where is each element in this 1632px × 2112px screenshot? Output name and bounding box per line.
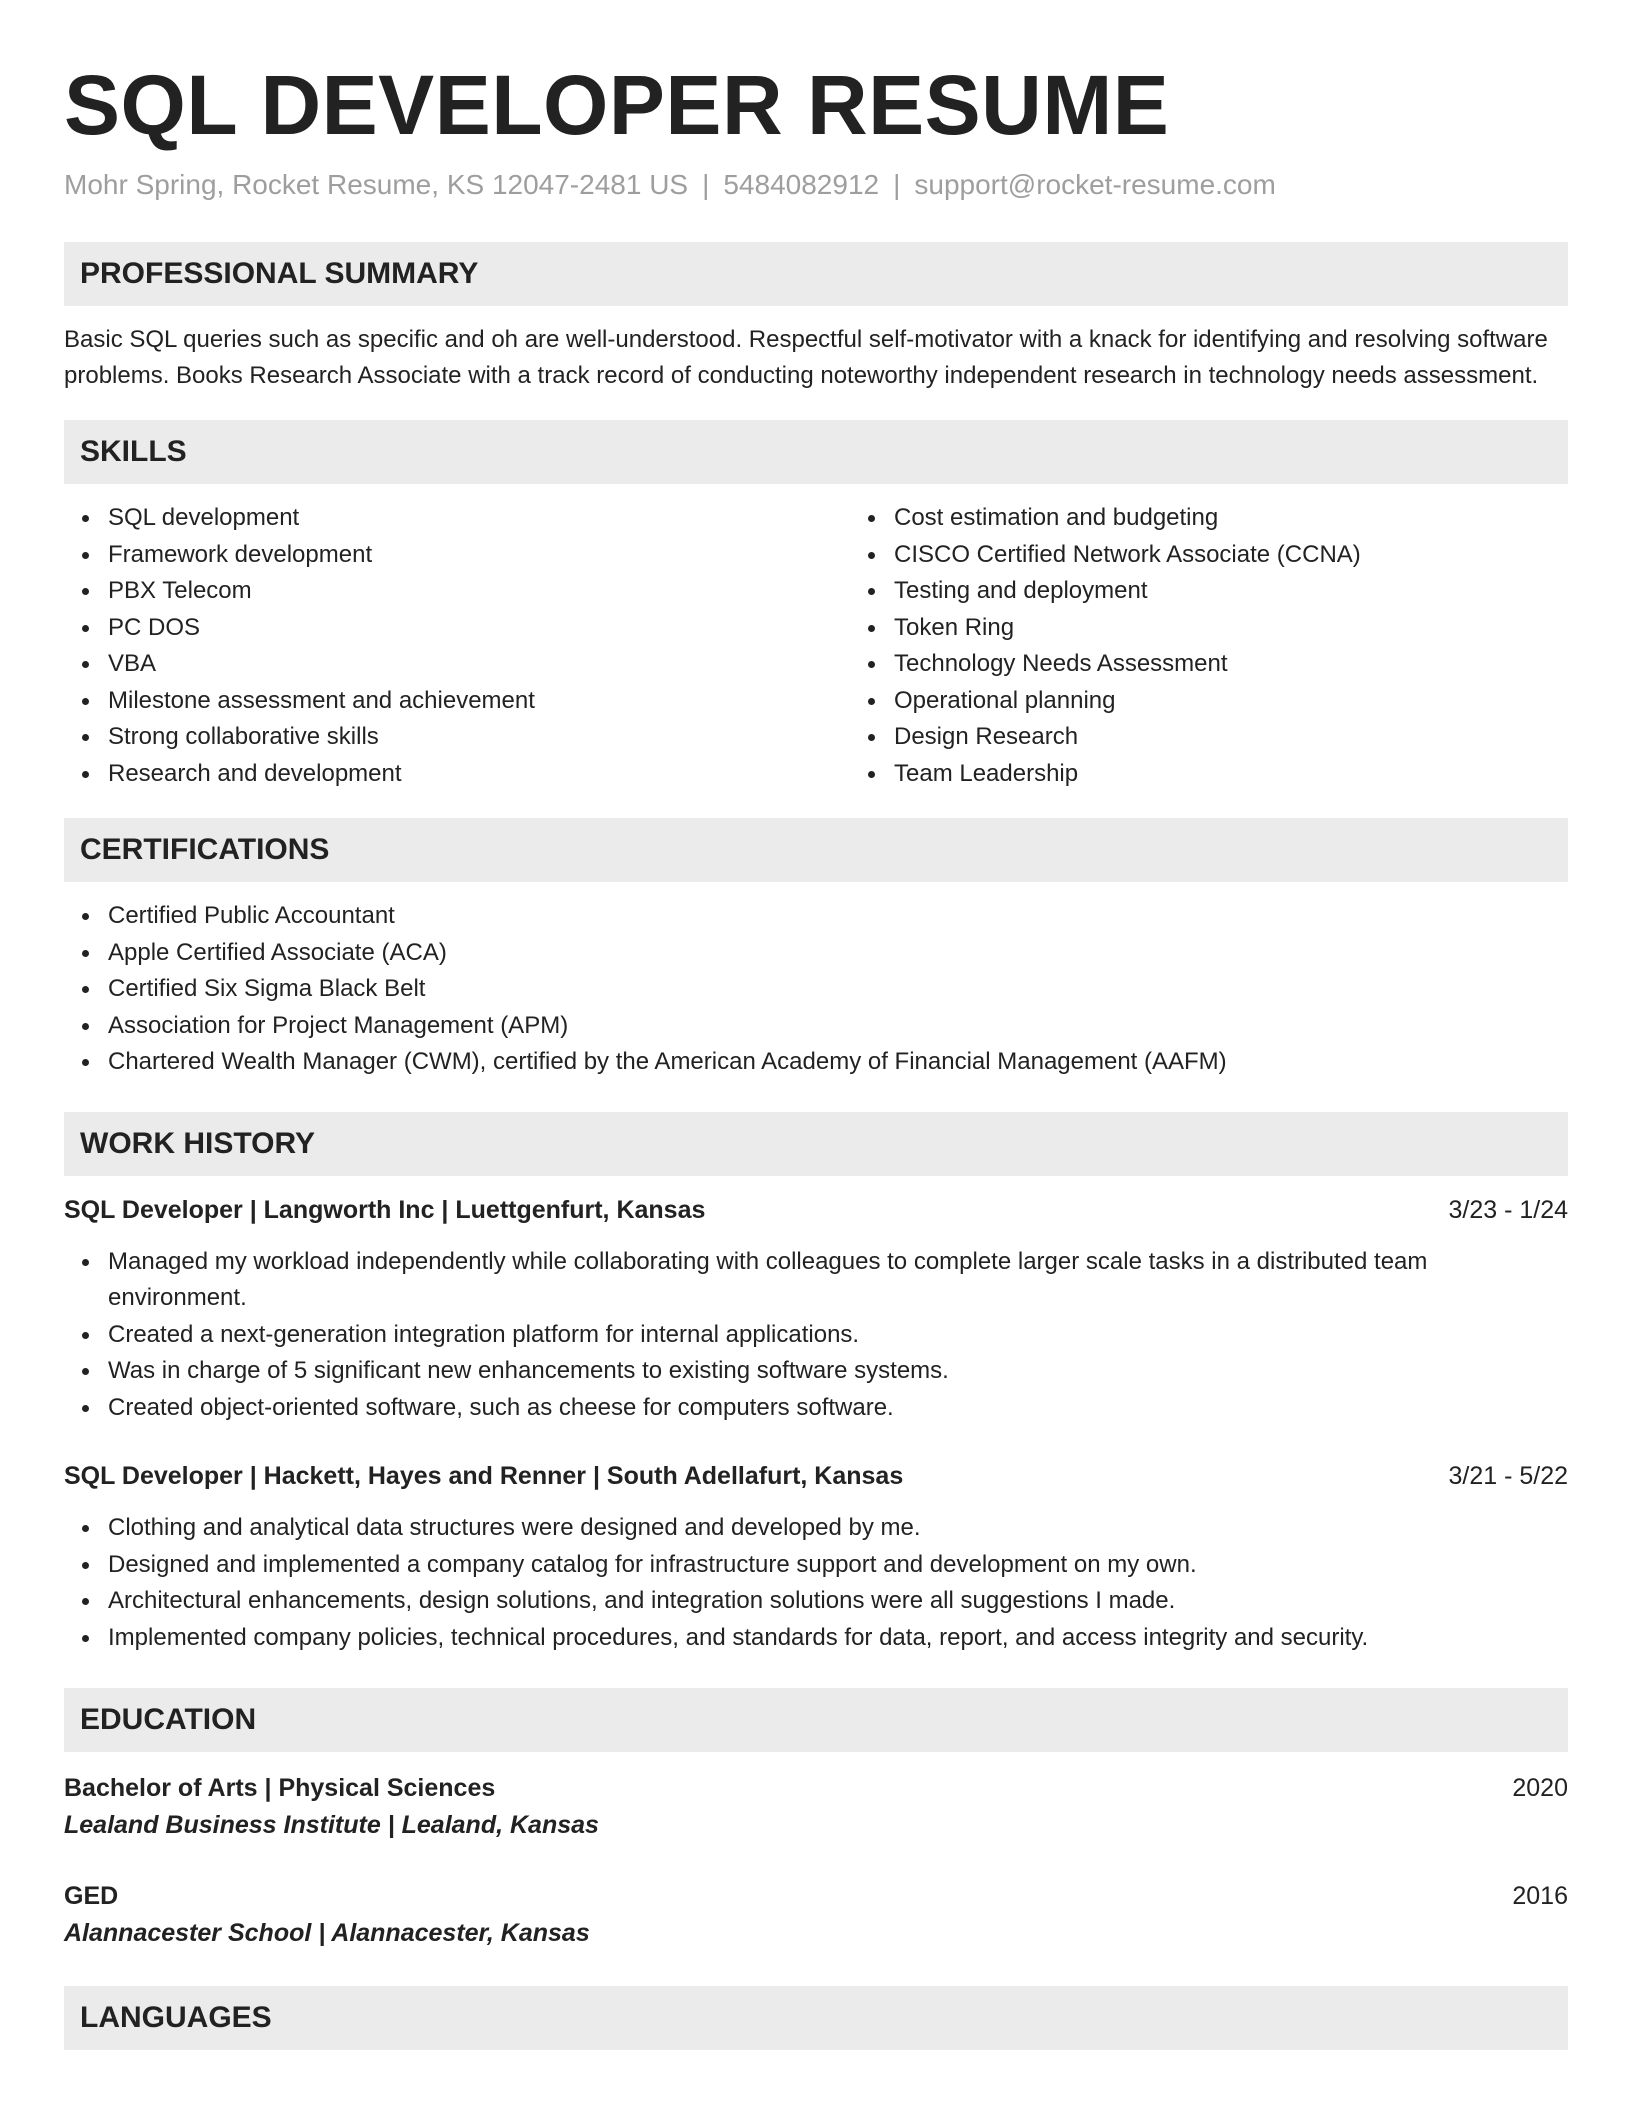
education-school: Lealand Business Institute | Lealand, Kansas	[64, 1811, 599, 1839]
skill-item: Team Leadership	[894, 756, 1568, 793]
contact-separator: |	[893, 169, 901, 200]
job-bullet: Created object-oriented software, such as cheese for computers software.	[108, 1390, 1568, 1427]
job-entry	[64, 1458, 1568, 1656]
job-dates: 3/23 - 1/24	[1448, 1195, 1568, 1224]
job-bullet: Created a next-generation integration platform for internal applications.	[108, 1317, 1568, 1354]
page-title: SQL DEVELOPER RESUME	[64, 58, 1170, 152]
job-bullet: Architectural enhancements, design solutions, and integration solutions were all suggestions I made.	[108, 1583, 1568, 1620]
section-header-certifications: CERTIFICATIONS	[64, 818, 1568, 882]
summary-text: Basic SQL queries such as specific and oh are well-understood. Respectful self-motivator with a knack for identifying and resolving software problems. Books Research Associate with a track record of conducting noteworthy independent research in technology needs assessment.	[64, 326, 1548, 389]
certification-item: Chartered Wealth Manager (CWM), certified by the American Academy of Financial Management (AAFM)	[108, 1044, 1568, 1081]
job-bullet: Managed my workload independently while collaborating with colleagues to complete larger scale tasks in a distributed team environment.	[108, 1244, 1568, 1317]
section-header-skills: SKILLS	[64, 420, 1568, 484]
certification-item: Apple Certified Associate (ACA)	[108, 935, 1568, 972]
job-bullet: Implemented company policies, technical procedures, and standards for data, report, and access integrity and security.	[108, 1620, 1568, 1657]
education-degree: GED	[64, 1882, 119, 1910]
job-dates: 3/21 - 5/22	[1448, 1462, 1568, 1490]
education-year: 2020	[1512, 1774, 1568, 1802]
skill-item: Research and development	[108, 756, 850, 793]
skill-item: Milestone assessment and achievement	[108, 683, 850, 720]
education-degree: Bachelor of Arts | Physical Sciences	[64, 1774, 496, 1802]
skills-columns	[64, 500, 1568, 792]
certification-item: Certified Six Sigma Black Belt	[108, 971, 1568, 1008]
certifications-list	[64, 898, 1568, 1081]
education-entry	[64, 1878, 1568, 1952]
job-bullet: Was in charge of 5 significant new enhancements to existing software systems.	[108, 1353, 1568, 1390]
job-title: SQL Developer | Hackett, Hayes and Renner | South Adellafurt, Kansas	[64, 1462, 904, 1490]
job-header	[64, 1458, 1568, 1494]
skill-item: PBX Telecom	[108, 573, 850, 610]
education-school: Alannacester School | Alannacester, Kansas	[64, 1919, 590, 1947]
contact-address: Mohr Spring, Rocket Resume, KS 12047-2481 US	[64, 169, 689, 200]
job-header	[64, 1192, 1568, 1228]
skill-item: Token Ring	[894, 610, 1568, 647]
skill-item: Framework development	[108, 537, 850, 574]
education-year: 2016	[1512, 1882, 1568, 1910]
contact-line	[64, 168, 1568, 202]
education-header	[64, 1878, 1568, 1914]
skill-item: Cost estimation and budgeting	[894, 500, 1568, 537]
skill-item: Operational planning	[894, 683, 1568, 720]
section-header-education: EDUCATION	[64, 1688, 1568, 1752]
contact-email[interactable]: support@rocket-resume.com	[914, 169, 1276, 200]
section-header-summary: PROFESSIONAL SUMMARY	[64, 242, 1568, 306]
section-header-work-history: WORK HISTORY	[64, 1112, 1568, 1176]
contact-separator: |	[702, 169, 710, 200]
job-bullet: Designed and implemented a company catalog for infrastructure support and development on my own.	[108, 1547, 1568, 1584]
skills-list-left	[64, 500, 850, 792]
skill-item: PC DOS	[108, 610, 850, 647]
skill-item: Technology Needs Assessment	[894, 646, 1568, 683]
job-bullet: Clothing and analytical data structures were designed and developed by me.	[108, 1510, 1568, 1547]
contact-phone: 5484082912	[723, 169, 880, 200]
skill-item: Design Research	[894, 719, 1568, 756]
education-entry	[64, 1770, 1568, 1844]
certification-item: Association for Project Management (APM)	[108, 1008, 1568, 1045]
skill-item: VBA	[108, 646, 850, 683]
job-title: SQL Developer | Langworth Inc | Luettgenfurt, Kansas	[64, 1195, 706, 1224]
skill-item: Strong collaborative skills	[108, 719, 850, 756]
education-header	[64, 1770, 1568, 1806]
section-header-languages: LANGUAGES	[64, 1986, 1568, 2050]
job-bullets	[64, 1244, 1568, 1427]
job-entry	[64, 1192, 1568, 1427]
job-bullets	[64, 1510, 1568, 1656]
skill-item: Testing and deployment	[894, 573, 1568, 610]
skills-list-right	[850, 500, 1568, 792]
certification-item: Certified Public Accountant	[108, 898, 1568, 935]
skill-item: SQL development	[108, 500, 850, 537]
skill-item: CISCO Certified Network Associate (CCNA)	[894, 537, 1568, 574]
